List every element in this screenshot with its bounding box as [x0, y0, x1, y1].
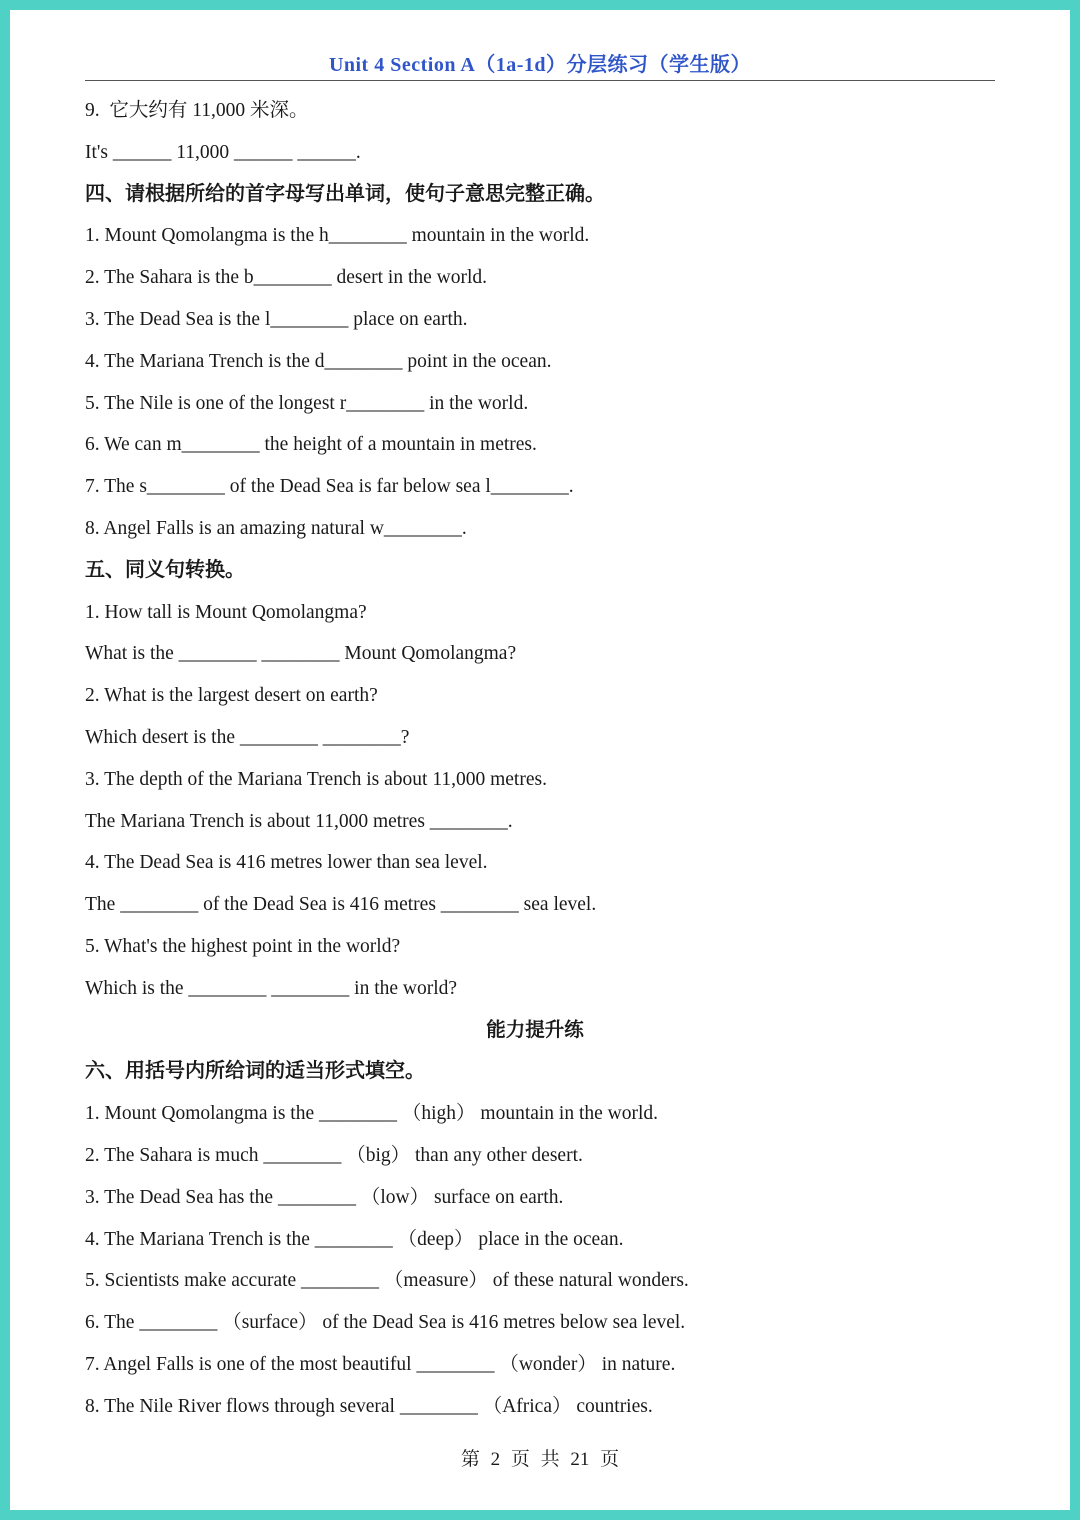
exercise-line: 2. What is the largest desert on earth?	[85, 685, 378, 707]
document-page	[10, 10, 1070, 1510]
page-number: 第 2 页 共 21 页	[460, 1449, 620, 1470]
exercise-line: 7. The s________ of the Dead Sea is far below sea l________.	[85, 476, 574, 498]
exercise-line: 8. Angel Falls is an amazing natural w________.	[85, 517, 467, 539]
exercise-line: 1. Mount Qomolangma is the ________ （high） mountain in the world.	[85, 1103, 659, 1125]
exercise-line: 3. The Dead Sea has the ________ （low） surface on earth.	[85, 1186, 564, 1208]
exercise-line: 6. The ________ （surface） of the Dead Sea is 416 metres below sea level.	[85, 1312, 686, 1334]
exercise-line: What is the ________ ________ Mount Qomolangma?	[85, 643, 517, 665]
exercise-line: 5. Scientists make accurate ________ （measure） of these natural wonders.	[85, 1270, 689, 1292]
header-divider	[85, 80, 995, 81]
exercise-line: 8. The Nile River flows through several ________ （Africa） countries.	[85, 1395, 653, 1417]
page-title: Unit 4 Section A（1a-1d）分层练习（学生版）	[328, 54, 752, 76]
exercise-line: 5. The Nile is one of the longest r________ in the world.	[85, 392, 529, 414]
exercise-line: 4. The Mariana Trench is the ________ （deep） place in the ocean.	[85, 1228, 624, 1250]
exercise-line: The ________ of the Dead Sea is 416 metres ________ sea level.	[85, 894, 597, 916]
exercise-line: 3. The Dead Sea is the l________ place on earth.	[85, 308, 468, 330]
exercise-line: 4. The Dead Sea is 416 metres lower than sea level.	[85, 852, 488, 874]
exercise-line: Which is the ________ ________ in the world?	[85, 977, 458, 999]
exercise-line: 3. The depth of the Mariana Trench is about 11,000 metres.	[85, 768, 547, 790]
exercise-line: 7. Angel Falls is one of the most beautiful ________ （wonder） in nature.	[85, 1353, 676, 1375]
exercise-line: 2. The Sahara is much ________ （big） than any other desert.	[85, 1144, 583, 1166]
section-heading: 四、请根据所给的首字母写出单词，使句子意思完整正确。	[85, 182, 605, 205]
section-heading: 六、用括号内所给词的适当形式填空。	[85, 1060, 425, 1083]
section-title: 能力提升练	[486, 1019, 584, 1041]
exercise-line: 1. How tall is Mount Qomolangma?	[85, 601, 367, 623]
exercise-line: 6. We can m________ the height of a mountain in metres.	[85, 434, 537, 456]
exercise-line: The Mariana Trench is about 11,000 metres ________.	[85, 810, 513, 832]
exercise-line: It's ______ 11,000 ______ ______.	[85, 141, 361, 163]
exercise-line: 4. The Mariana Trench is the d________ point in the ocean.	[85, 350, 552, 372]
worksheet-content	[85, 90, 1025, 1428]
exercise-line: 1. Mount Qomolangma is the h________ mountain in the world.	[85, 225, 590, 247]
exercise-line: 5. What's the highest point in the world?	[85, 935, 401, 957]
exercise-line: 2. The Sahara is the b________ desert in the world.	[85, 267, 488, 289]
exercise-line: 9. 它大约有 11,000 米深。	[85, 100, 309, 121]
section-heading: 五、同义句转换。	[85, 558, 245, 581]
exercise-line: Which desert is the ________ ________?	[85, 726, 410, 748]
